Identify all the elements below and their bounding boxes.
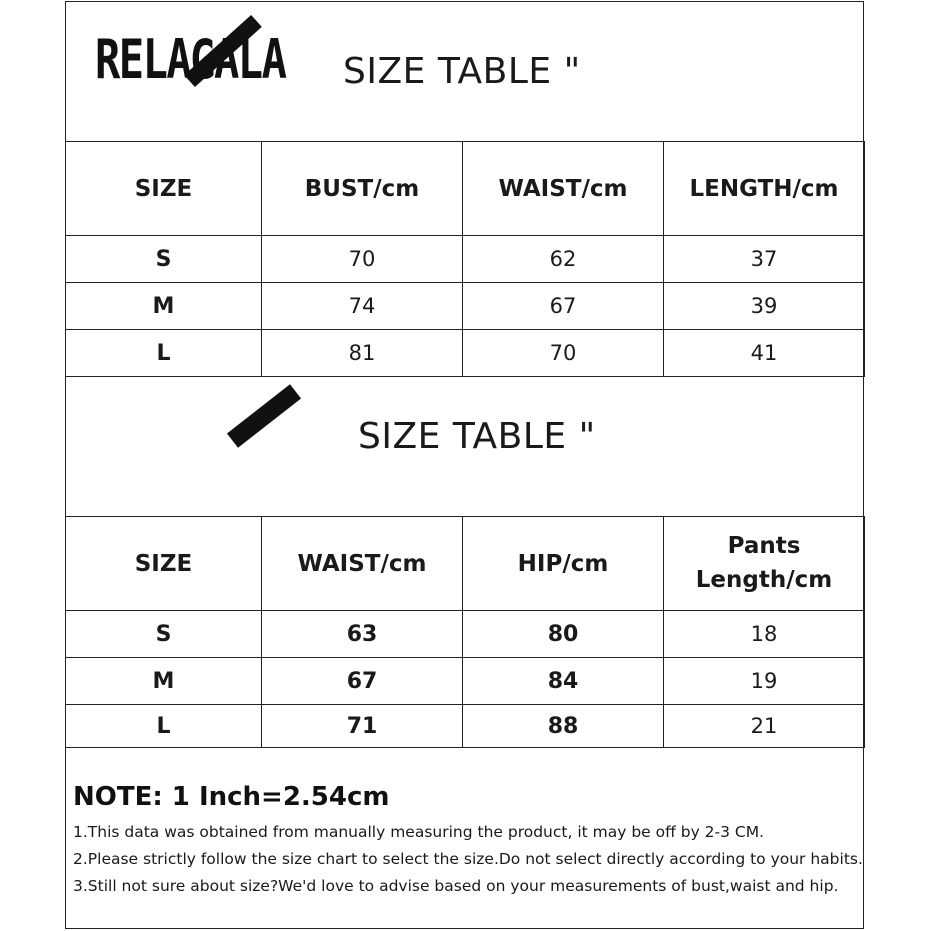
table-row <box>66 236 865 283</box>
value-cell: 70 <box>463 330 664 377</box>
size-cell: L <box>66 330 262 377</box>
header-line: Pants <box>727 533 801 560</box>
table-row <box>66 658 865 705</box>
value-cell: 37 <box>664 236 865 283</box>
header-cell: SIZE <box>66 142 262 236</box>
value-cell: 84 <box>463 658 664 705</box>
value-cell: 19 <box>664 658 865 705</box>
size-cell: M <box>66 283 262 330</box>
table-row <box>66 611 865 658</box>
slash-mark <box>227 384 301 447</box>
bottom-size-table <box>65 516 865 748</box>
value-cell: 74 <box>262 283 463 330</box>
value-cell: 88 <box>463 705 664 748</box>
notes-section <box>65 748 864 928</box>
bottom-header <box>65 376 864 517</box>
header-cell: SIZE <box>66 517 262 611</box>
size-cell: S <box>66 236 262 283</box>
size-cell: L <box>66 705 262 748</box>
value-cell: 63 <box>262 611 463 658</box>
value-cell: 67 <box>262 658 463 705</box>
table-header-row <box>66 517 865 611</box>
header-cell: WAIST/cm <box>262 517 463 611</box>
table-header-row <box>66 142 865 236</box>
bottom-table-title: SIZE TABLE " <box>358 416 596 457</box>
size-cell: S <box>66 611 262 658</box>
note-line: 2.Please strictly follow the size chart to select the size.Do not select directly according to your habits. <box>73 850 863 868</box>
header-cell: LENGTH/cm <box>664 142 865 236</box>
table-row <box>66 330 865 377</box>
value-cell: 21 <box>664 705 865 748</box>
value-cell: 18 <box>664 611 865 658</box>
note-title: NOTE: 1 Inch=2.54cm <box>73 782 390 812</box>
top-header <box>65 1 864 142</box>
size-cell: M <box>66 658 262 705</box>
header-cell <box>664 517 865 611</box>
top-table-title: SIZE TABLE " <box>343 51 581 92</box>
top-size-table <box>65 141 865 377</box>
table-row <box>66 283 865 330</box>
value-cell: 71 <box>262 705 463 748</box>
header-line: Length/cm <box>695 566 833 593</box>
brand-logo: RELAGALA <box>95 28 286 91</box>
value-cell: 62 <box>463 236 664 283</box>
value-cell: 80 <box>463 611 664 658</box>
note-line: 1.This data was obtained from manually measuring the product, it may be off by 2-3 CM. <box>73 823 765 841</box>
header-cell: HIP/cm <box>463 517 664 611</box>
value-cell: 67 <box>463 283 664 330</box>
value-cell: 41 <box>664 330 865 377</box>
header-cell: BUST/cm <box>262 142 463 236</box>
note-line: 3.Still not sure about size?We'd love to advise based on your measurements of bust,waist and hip. <box>73 877 839 895</box>
value-cell: 39 <box>664 283 865 330</box>
value-cell: 70 <box>262 236 463 283</box>
table-row <box>66 705 865 748</box>
header-cell: WAIST/cm <box>463 142 664 236</box>
value-cell: 81 <box>262 330 463 377</box>
